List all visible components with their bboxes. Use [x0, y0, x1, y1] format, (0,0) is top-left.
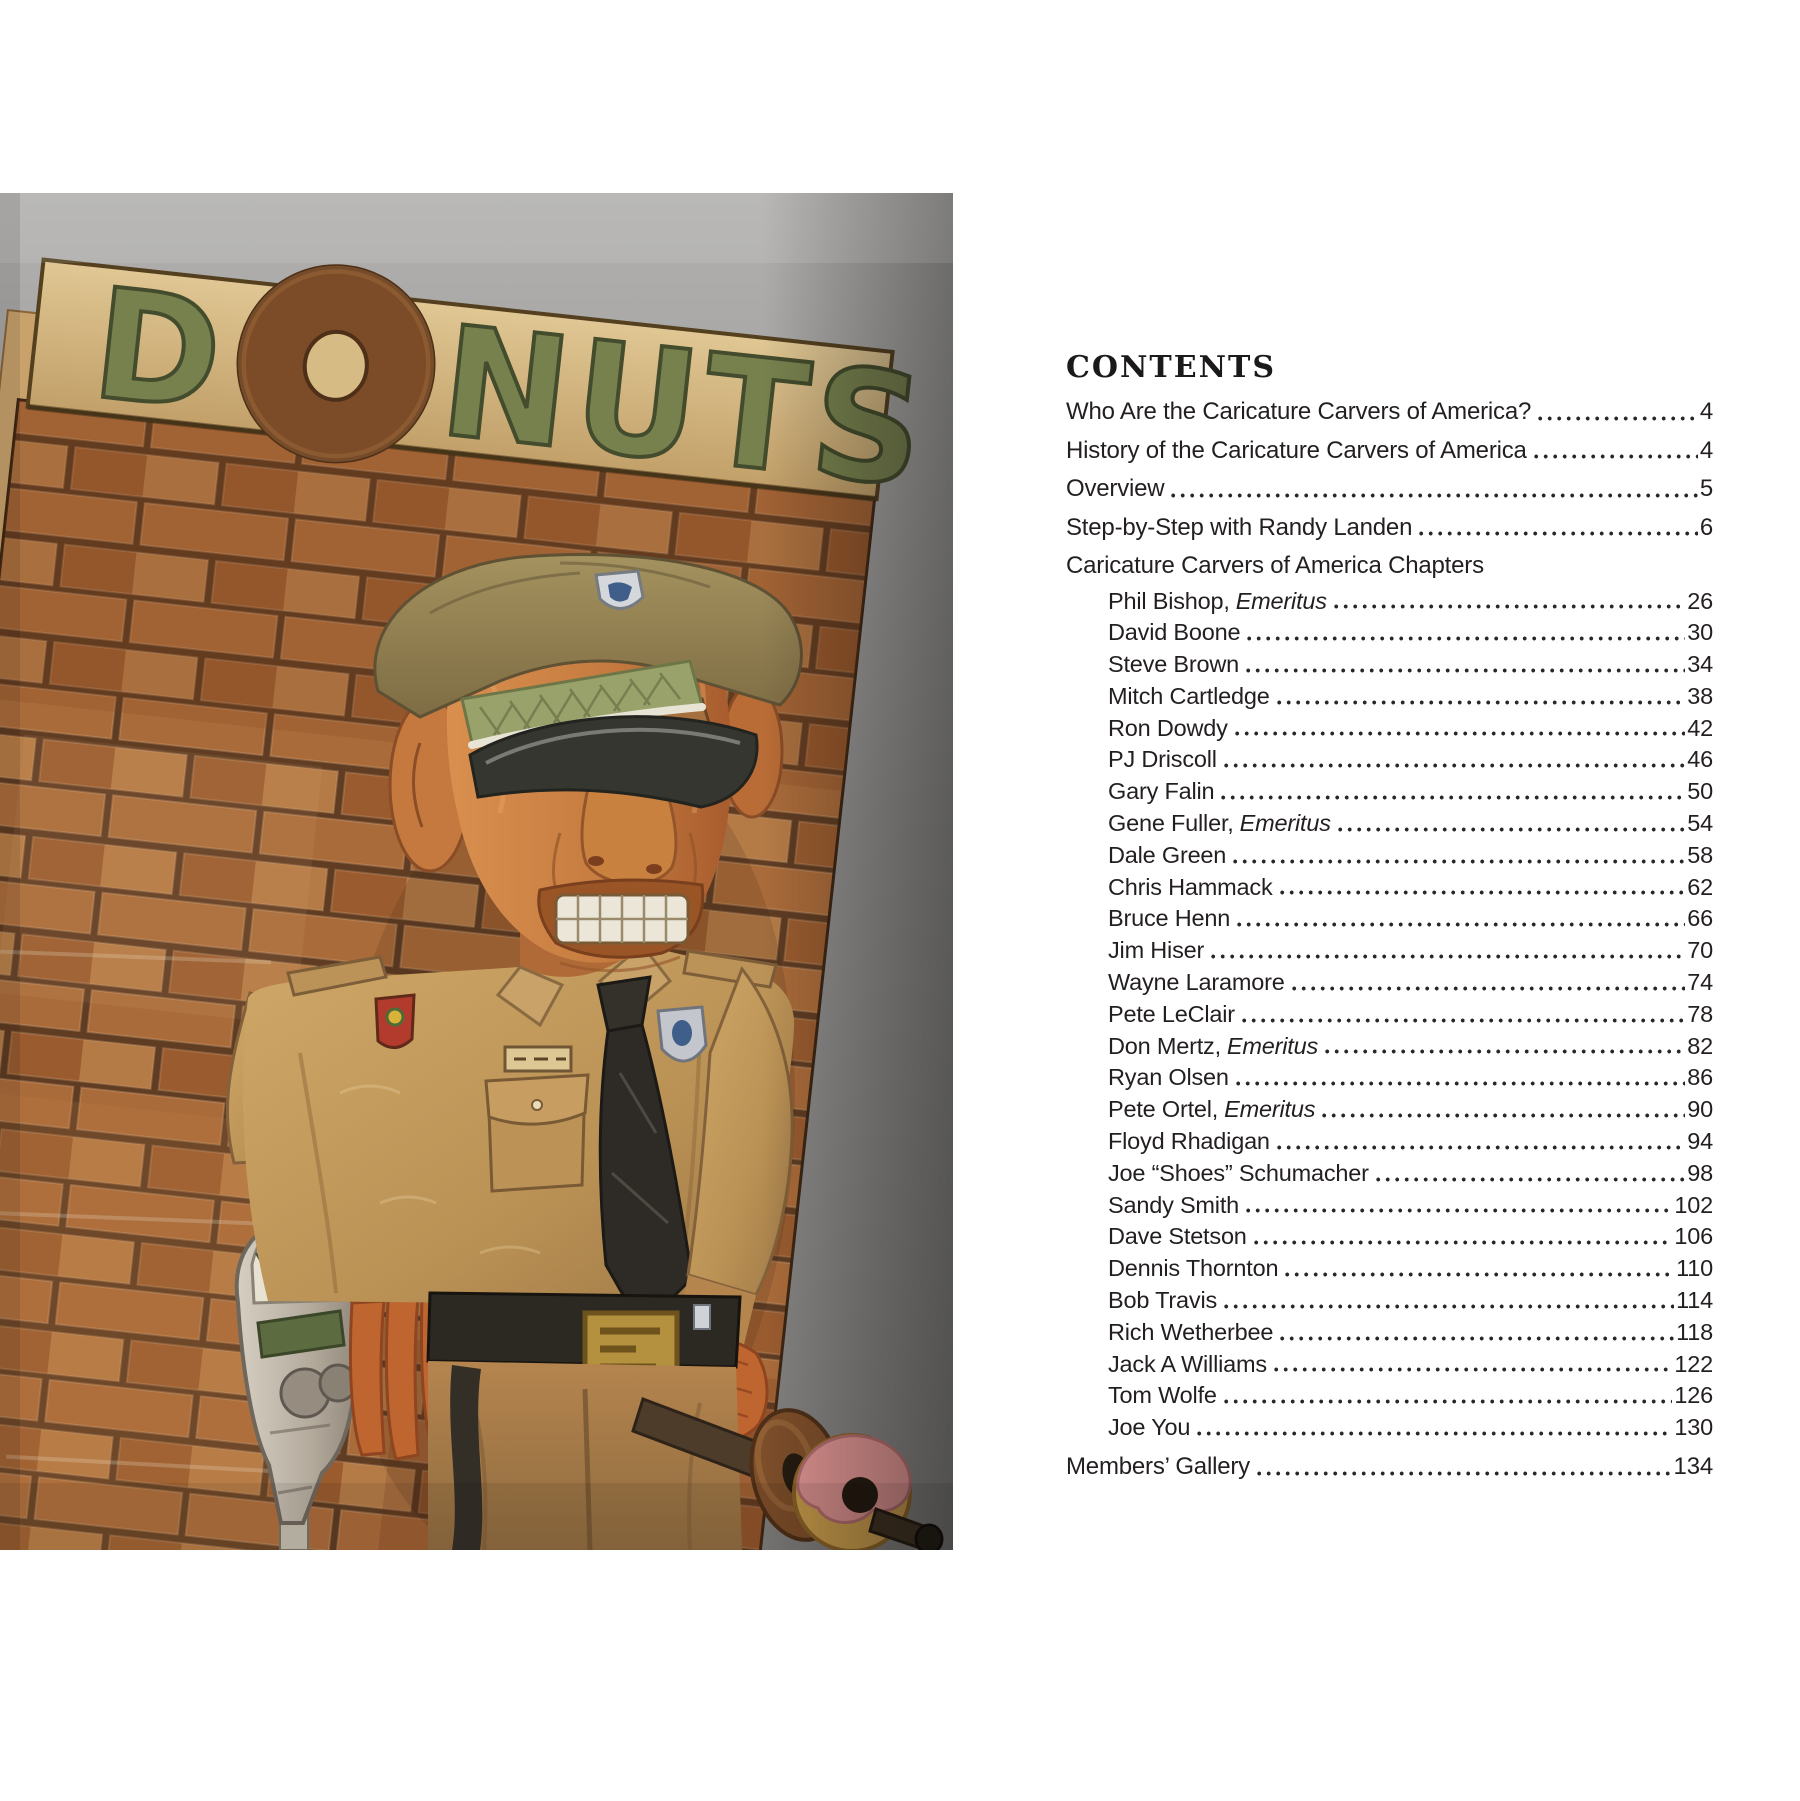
toc-leader-dots: [1197, 1431, 1672, 1436]
toc-entry: [1066, 432, 1713, 471]
toc-entry-label: Pete Ortel, Emeritus: [1108, 1096, 1316, 1123]
toc-entry-label: Dave Stetson: [1108, 1223, 1247, 1250]
toc-entry-page: 62: [1687, 873, 1713, 900]
toc-entry-label: Overview: [1066, 475, 1165, 502]
toc-entry-label: Ryan Olsen: [1108, 1064, 1229, 1091]
toc-leader-dots: [1325, 1049, 1685, 1054]
toc-leader-dots: [1224, 763, 1685, 768]
toc-entry: [1066, 681, 1713, 713]
toc-entry: [1066, 872, 1713, 904]
toc-entry-label: Jack A Williams: [1108, 1350, 1267, 1377]
toc-entry-page: 34: [1687, 651, 1713, 678]
toc-entry: [1066, 1285, 1713, 1317]
toc-leader-dots: [1274, 1367, 1672, 1372]
contents-heading: CONTENTS: [1066, 350, 1277, 385]
toc-entry-page: 50: [1687, 778, 1713, 805]
toc-entry-page: 30: [1687, 619, 1713, 646]
toc-entry-page: 4: [1699, 398, 1713, 425]
toc-entry-emeritus: Emeritus: [1226, 1032, 1319, 1059]
toc-entry: [1066, 1126, 1713, 1158]
toc-leader-dots: [1292, 986, 1686, 991]
toc-entry-label: Step-by-Step with Randy Landen: [1066, 513, 1413, 541]
toc-leader-dots: [1171, 493, 1697, 498]
toc-entry-label: Dale Green: [1108, 841, 1227, 868]
toc-entry: [1066, 744, 1713, 776]
toc-leader-dots: [1254, 1240, 1673, 1245]
toc-entry: [1066, 1031, 1713, 1063]
toc-entry-page: 4: [1699, 436, 1713, 464]
toc-entry-page: 122: [1674, 1350, 1713, 1377]
toc-entry-page: 66: [1687, 905, 1713, 932]
toc-entry-label: Caricature Carvers of America Chapters: [1066, 552, 1484, 579]
toc-entry: [1066, 1317, 1713, 1349]
toc-entry: [1066, 903, 1713, 935]
toc-entry: [1066, 1412, 1713, 1444]
toc-leader-dots: [1235, 731, 1686, 736]
toc-entry-page: 106: [1674, 1223, 1713, 1250]
toc-entry-label: PJ Driscoll: [1108, 746, 1217, 773]
toc-entry-label: Wayne Laramore: [1108, 969, 1285, 996]
toc-entry-page: 126: [1674, 1382, 1713, 1409]
toc-leader-dots: [1246, 1208, 1672, 1213]
toc-entry-emeritus: Emeritus: [1235, 587, 1327, 614]
toc-entry-label: Sandy Smith: [1108, 1191, 1240, 1218]
toc-entry-page: 70: [1687, 937, 1713, 964]
toc-leader-dots: [1280, 1336, 1674, 1341]
toc-entry: [1066, 713, 1713, 745]
toc-leader-dots: [1257, 1471, 1672, 1476]
contents-list: [1066, 393, 1713, 1487]
toc-entry-page: 5: [1699, 475, 1713, 502]
toc-entry: [1066, 1094, 1713, 1126]
toc-entry: [1066, 470, 1713, 509]
toc-entry-emeritus: Emeritus: [1239, 810, 1331, 837]
toc-entry: [1066, 776, 1713, 808]
toc-entry-label: Pete LeClair: [1108, 1000, 1235, 1027]
toc-entry: [1066, 617, 1713, 649]
toc-leader-dots: [1237, 922, 1685, 927]
edge-shading: [0, 193, 953, 1550]
toc-entry: [1066, 1253, 1713, 1285]
toc-entry-page: 102: [1674, 1191, 1713, 1218]
toc-entry-label: Jim Hiser: [1108, 937, 1205, 964]
toc-entry: [1066, 1158, 1713, 1190]
toc-entry: [1066, 547, 1713, 586]
toc-leader-dots: [1534, 454, 1698, 459]
toc-leader-dots: [1233, 859, 1685, 864]
toc-entry-page: 130: [1674, 1414, 1713, 1441]
toc-leader-dots: [1242, 1018, 1685, 1023]
carving-photo-illustration: [0, 193, 953, 1550]
toc-leader-dots: [1246, 668, 1685, 673]
toc-entry: [1066, 1380, 1713, 1412]
toc-entry-label: Joe “Shoes” Schumacher: [1108, 1159, 1369, 1186]
toc-entry: [1066, 840, 1713, 872]
toc-entry-label: Bob Travis: [1108, 1287, 1218, 1314]
toc-entry-page: 6: [1699, 513, 1713, 541]
toc-entry: [1066, 1221, 1713, 1253]
toc-entry: [1066, 393, 1713, 432]
table-of-contents: [1066, 350, 1713, 1487]
toc-entry: [1066, 509, 1713, 548]
toc-entry: [1066, 808, 1713, 840]
toc-entry-page: 78: [1687, 1000, 1713, 1027]
toc-leader-dots: [1538, 416, 1698, 421]
toc-entry: [1066, 586, 1713, 618]
toc-entry-label: Bruce Henn: [1108, 905, 1231, 932]
toc-entry-page: 134: [1673, 1453, 1713, 1481]
toc-entry-label: Steve Brown: [1108, 651, 1240, 678]
carving-photo: [0, 193, 953, 1550]
toc-leader-dots: [1277, 700, 1686, 705]
toc-entry-label: Dennis Thornton: [1108, 1255, 1279, 1282]
toc-entry-page: 110: [1676, 1255, 1713, 1282]
toc-entry: [1066, 1448, 1713, 1487]
toc-leader-dots: [1277, 1145, 1685, 1150]
toc-entry-label: Gary Falin: [1108, 778, 1215, 805]
toc-leader-dots: [1236, 1081, 1685, 1086]
toc-entry-label: Who Are the Caricature Carvers of America?: [1066, 398, 1532, 425]
toc-entry-page: 26: [1687, 587, 1713, 614]
toc-leader-dots: [1224, 1399, 1673, 1404]
toc-entry-label: Phil Bishop, Emeritus: [1108, 587, 1327, 614]
toc-entry-page: 54: [1687, 810, 1713, 837]
toc-entry-page: 82: [1687, 1032, 1713, 1059]
toc-entry-emeritus: Emeritus: [1224, 1096, 1316, 1123]
toc-entry-label: History of the Caricature Carvers of America: [1066, 436, 1527, 464]
toc-leader-dots: [1221, 795, 1685, 800]
toc-entry: [1066, 1190, 1713, 1222]
toc-leader-dots: [1376, 1177, 1685, 1182]
toc-entry-label: Joe You: [1108, 1414, 1191, 1441]
toc-entry-label: Ron Dowdy: [1108, 714, 1228, 741]
toc-leader-dots: [1338, 827, 1686, 832]
toc-leader-dots: [1322, 1113, 1685, 1118]
toc-entry-page: 74: [1687, 969, 1713, 996]
toc-entry: [1066, 1062, 1713, 1094]
toc-leader-dots: [1419, 531, 1698, 536]
toc-entry-label: David Boone: [1108, 619, 1241, 646]
toc-entry-page: 86: [1687, 1064, 1713, 1091]
toc-entry-label: Mitch Cartledge: [1108, 682, 1270, 709]
toc-entry-page: 46: [1687, 746, 1713, 773]
toc-entry-page: 114: [1676, 1287, 1713, 1314]
toc-entry-label: Tom Wolfe: [1108, 1382, 1217, 1409]
toc-entry-page: 42: [1687, 714, 1713, 741]
toc-entry: [1066, 999, 1713, 1031]
toc-entry-page: 38: [1687, 682, 1713, 709]
toc-entry-page: 94: [1687, 1128, 1713, 1155]
toc-entry-label: Gene Fuller, Emeritus: [1108, 810, 1331, 837]
toc-entry-page: 58: [1687, 841, 1713, 868]
toc-entry-label: Rich Wetherbee: [1108, 1318, 1274, 1345]
toc-leader-dots: [1224, 1304, 1674, 1309]
toc-leader-dots: [1334, 604, 1685, 609]
toc-leader-dots: [1280, 890, 1686, 895]
toc-entry-label: Floyd Rhadigan: [1108, 1128, 1270, 1155]
toc-entry-page: 118: [1676, 1318, 1713, 1345]
toc-entry: [1066, 649, 1713, 681]
toc-leader-dots: [1211, 954, 1685, 959]
toc-leader-dots: [1285, 1272, 1674, 1277]
toc-entry-label: Members’ Gallery: [1066, 1453, 1250, 1481]
toc-leader-dots: [1247, 636, 1685, 641]
toc-entry: [1066, 935, 1713, 967]
toc-entry-label: Don Mertz, Emeritus: [1108, 1032, 1319, 1059]
toc-entry: [1066, 1349, 1713, 1381]
toc-entry-page: 98: [1687, 1159, 1713, 1186]
toc-entry: [1066, 967, 1713, 999]
toc-entry-page: 90: [1687, 1096, 1713, 1123]
toc-entry-label: Chris Hammack: [1108, 873, 1273, 900]
